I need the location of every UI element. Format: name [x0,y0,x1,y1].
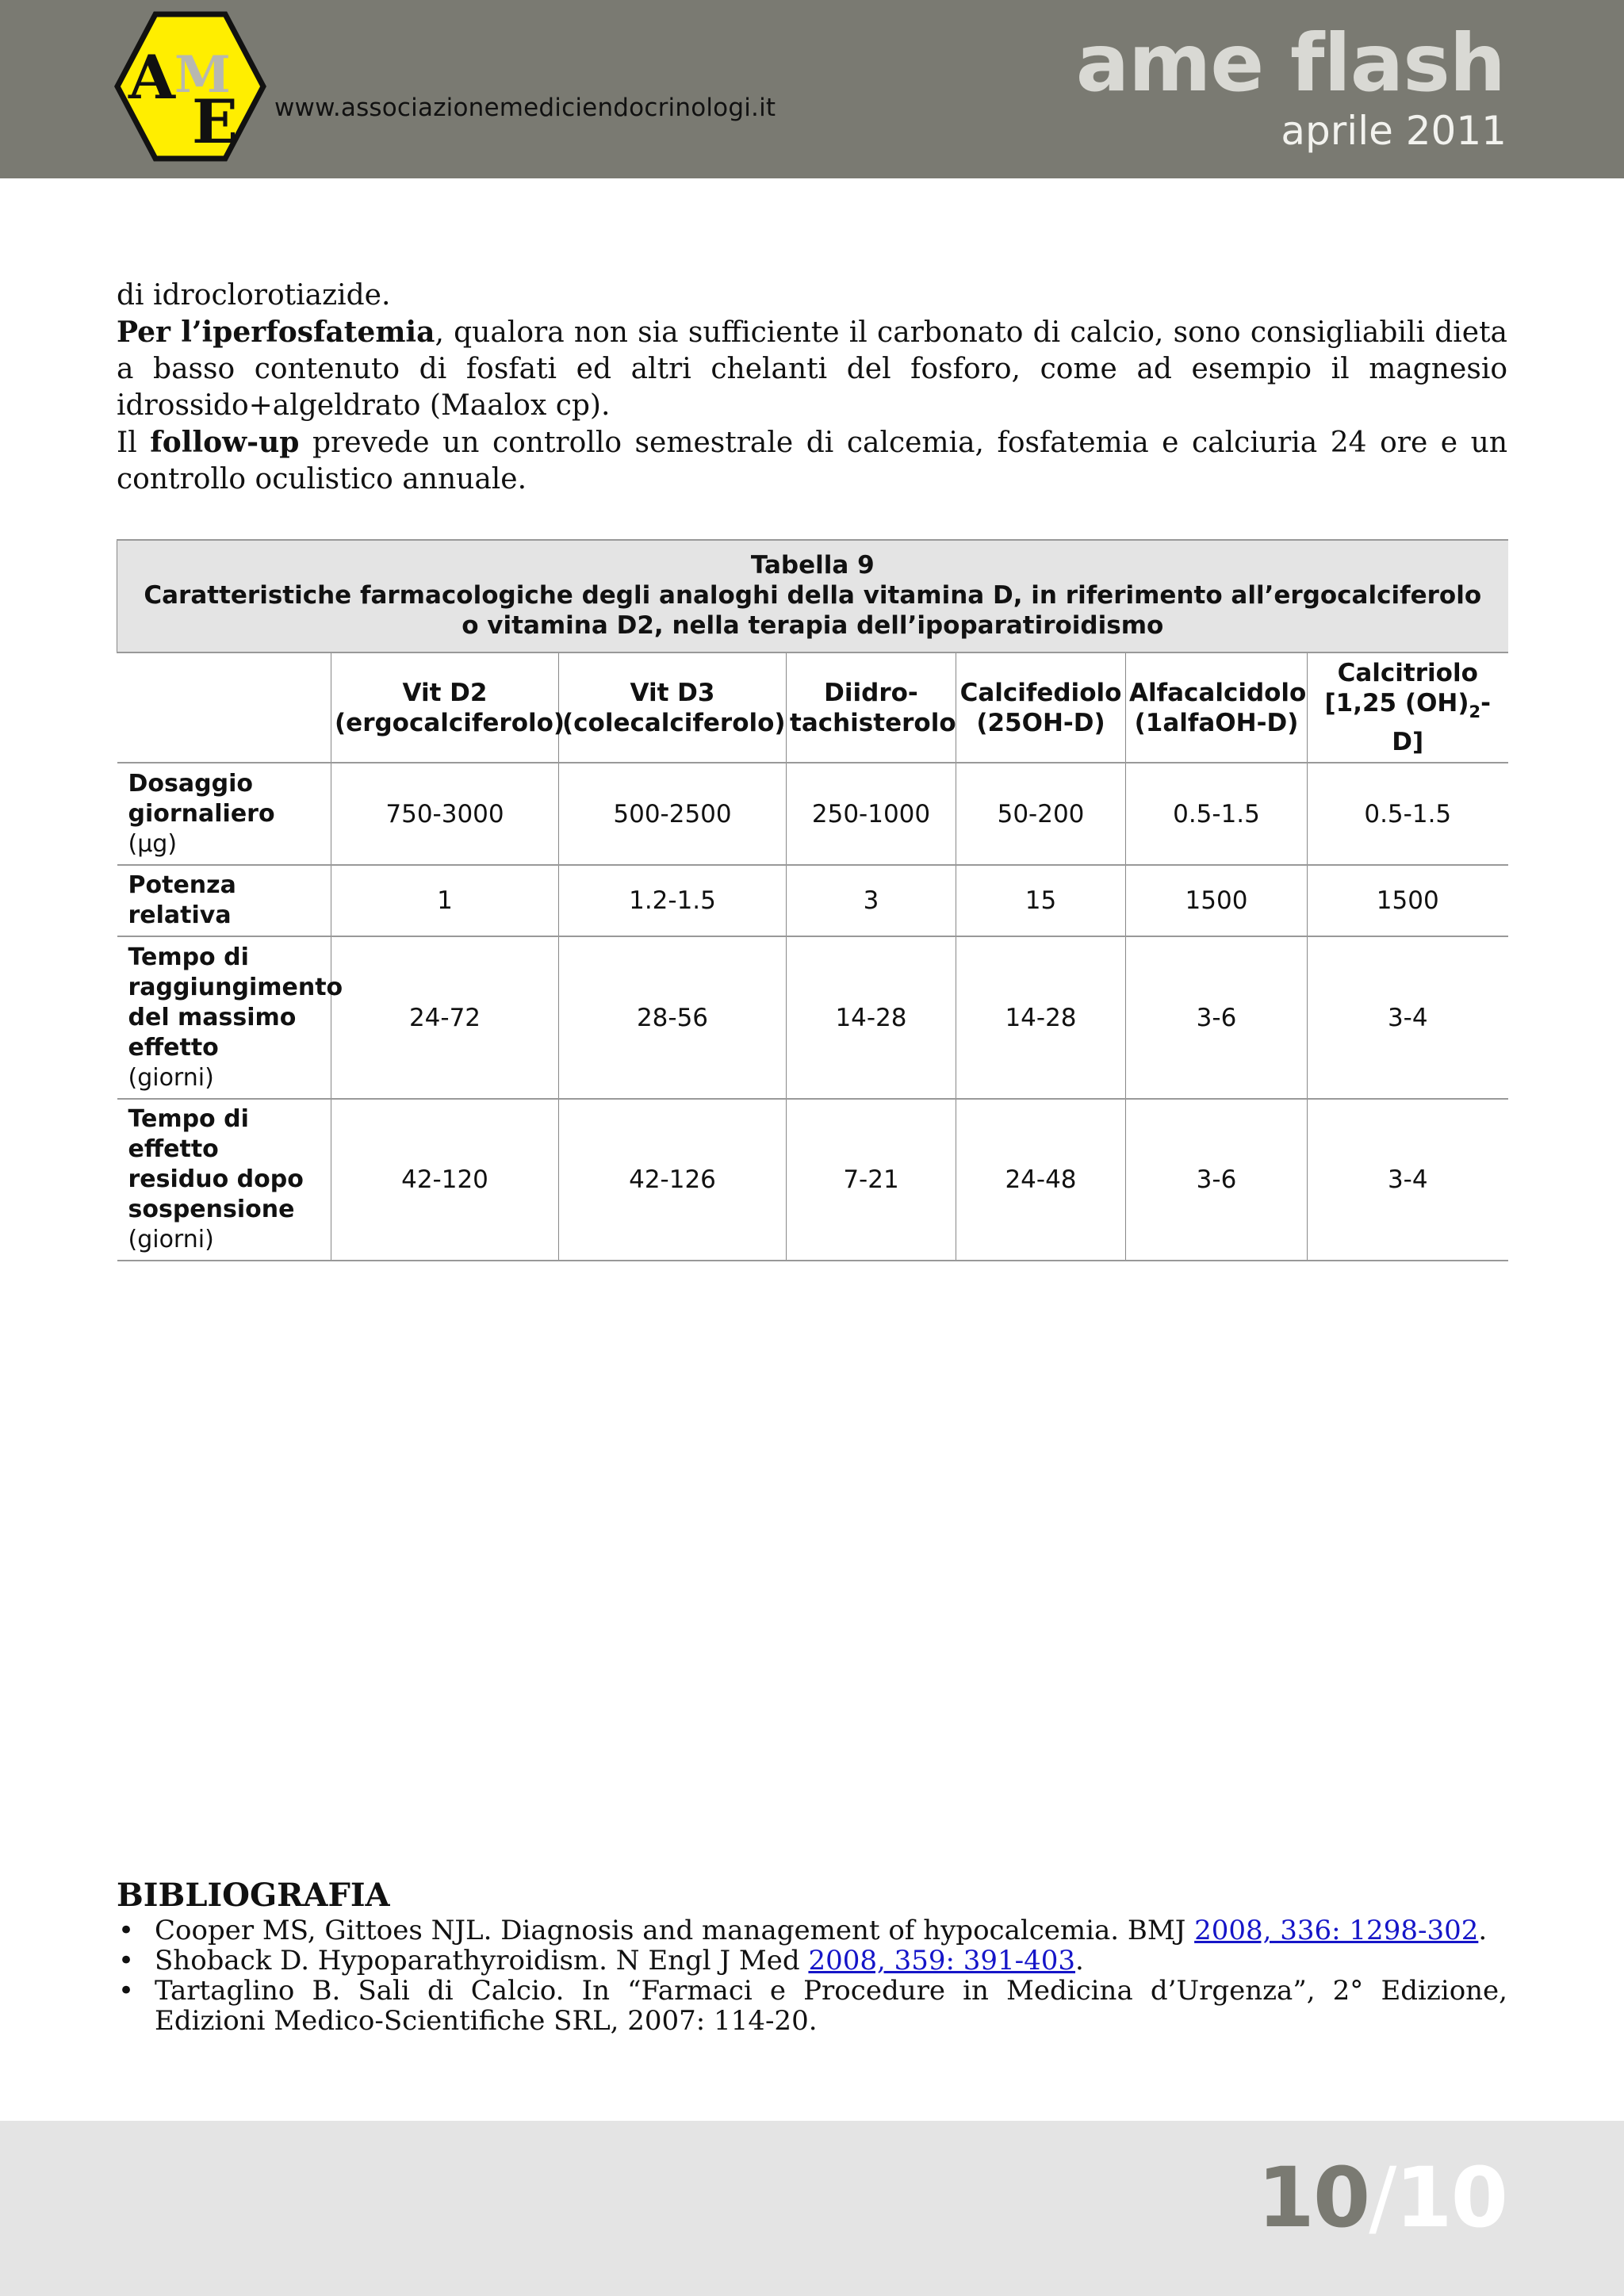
table-corner-cell [117,652,331,763]
bibliography-title: BIBLIOGRAFIA [117,1877,390,1914]
table-cell: 3-6 [1126,936,1308,1099]
paragraph-1-text: di idroclorotiazide. [117,279,391,312]
reference-item: • Cooper MS, Gittoes NJL. Diagnosis and management of hypocalcemia. BMJ 2008, 336: 1298-302. [117,1915,1507,1946]
table-cell: 1500 [1126,865,1308,936]
table-cell: 0.5-1.5 [1308,763,1508,865]
reference-item: • Shoback D. Hypoparathyroidism. N Engl J Med 2008, 359: 391-403. [117,1946,1507,1976]
table-cell: 50-200 [956,763,1126,865]
table-cell: 750-3000 [331,763,559,865]
bibliography [117,1877,1507,2036]
brand-title: ame flash [1075,17,1505,109]
table-row [117,1099,1508,1261]
table-cell: 3 [787,865,956,936]
logo-letter-e: E [192,86,238,157]
issue-date: aprile 2011 [1281,108,1507,154]
column-header: Calcitriolo [1,25 $(OH)_2-D$] [1308,652,1508,763]
row-header: Tempo di raggiungimento del massimo effetto (giorni) [117,936,331,1099]
table-cell: 24-48 [956,1099,1126,1261]
table-cell: 24-72 [331,936,559,1099]
table-row [117,865,1508,936]
header-band [0,0,1624,178]
page-current: 10 [1257,2149,1369,2246]
table-cell: 15 [956,865,1126,936]
paragraph-3-text: prevede un controllo semestrale di calcemia, fosfatemia e calciuria 24 ore e un controllo oculistico annuale. [117,427,1508,496]
table-cell: 3-6 [1126,1099,1308,1261]
row-header: Potenza relativa [117,865,331,936]
term-follow-up: follow-up [150,426,300,459]
logo-letter-m: M [174,45,231,105]
vitamin-d-table [117,539,1508,1261]
logo-letter-a: A [128,42,175,113]
table-caption-line-2: o vitamina D2, nella terapia dell’ipoparatiroidismo [462,611,1164,640]
table-cell: 3-4 [1308,1099,1508,1261]
paragraph-iperfosfatemia [117,314,1507,424]
table-cell: 1 [331,865,559,936]
table-row [117,936,1508,1099]
reference-link-nejm[interactable]: 2008, 359: 391-403 [808,1945,1076,1976]
table-cell: 14-28 [956,936,1126,1099]
column-header: Diidro- tachisterolo [787,652,956,763]
table-row [117,763,1508,865]
column-header: Vit D2 (ergocalciferolo) [331,652,559,763]
page-number [1257,2149,1507,2246]
table-cell: 1500 [1308,865,1508,936]
row-header: Dosaggio giornaliero (µg) [117,763,331,865]
table-cell: 3-4 [1308,936,1508,1099]
table-caption [117,540,1508,652]
column-header: Vit D3 (colecalciferolo) [559,652,787,763]
site-url[interactable]: www.associazionemediciendocrinologi.it [274,94,776,122]
bibliography-list [117,1915,1507,2036]
table-cell: 1.2-1.5 [559,865,787,936]
table-cell: 500-2500 [559,763,787,865]
paragraph-3-prefix: Il [117,427,151,459]
table-cell: 42-120 [331,1099,559,1261]
table-cell: 42-126 [559,1099,787,1261]
ame-logo-icon [113,10,268,163]
paragraph-1 [117,277,1507,314]
table-cell: 28-56 [559,936,787,1099]
column-header: Alfacalcidolo (1alfaOH-D) [1126,652,1308,763]
table-caption-line-1: Caratteristiche farmacologiche degli analoghi della vitamina D, in riferimento all’ergocalciferolo [144,581,1482,610]
paragraph-follow-up [117,424,1507,498]
page-total: 10 [1395,2149,1507,2246]
term-iperfosfatemia: Per l’iperfosfatemia [117,316,435,349]
table-cell: 14-28 [787,936,956,1099]
table-cell: 7-21 [787,1099,956,1261]
table-9 [117,539,1507,1261]
column-header: Calcifediolo (25OH-D) [956,652,1126,763]
table-title: Tabella 9 [750,551,875,580]
page-separator: / [1369,2149,1396,2246]
reference-item: • Tartaglino B. Sali di Calcio. In “Farmaci e Procedure in Medicina d’Urgenza”, 2° Edizione, Edizioni Medico-Scientifiche SRL, 2007: 114-20. [117,1976,1507,2036]
paragraph-2-text: , qualora non sia sufficiente il carbonato di calcio, sono consigliabili dieta a basso contenuto di fosfati ed altri chelanti del fosforo, come ad esempio il magnesio idrossido+algeldrato (Maalox cp). [117,316,1507,422]
table-cell: 0.5-1.5 [1126,763,1308,865]
row-header: Tempo di effetto residuo dopo sospensione (giorni) [117,1099,331,1261]
body-text [117,277,1507,498]
table-header-row [117,652,1508,763]
reference-link-bmj[interactable]: 2008, 336: 1298-302 [1194,1915,1479,1946]
table-cell: 250-1000 [787,763,956,865]
